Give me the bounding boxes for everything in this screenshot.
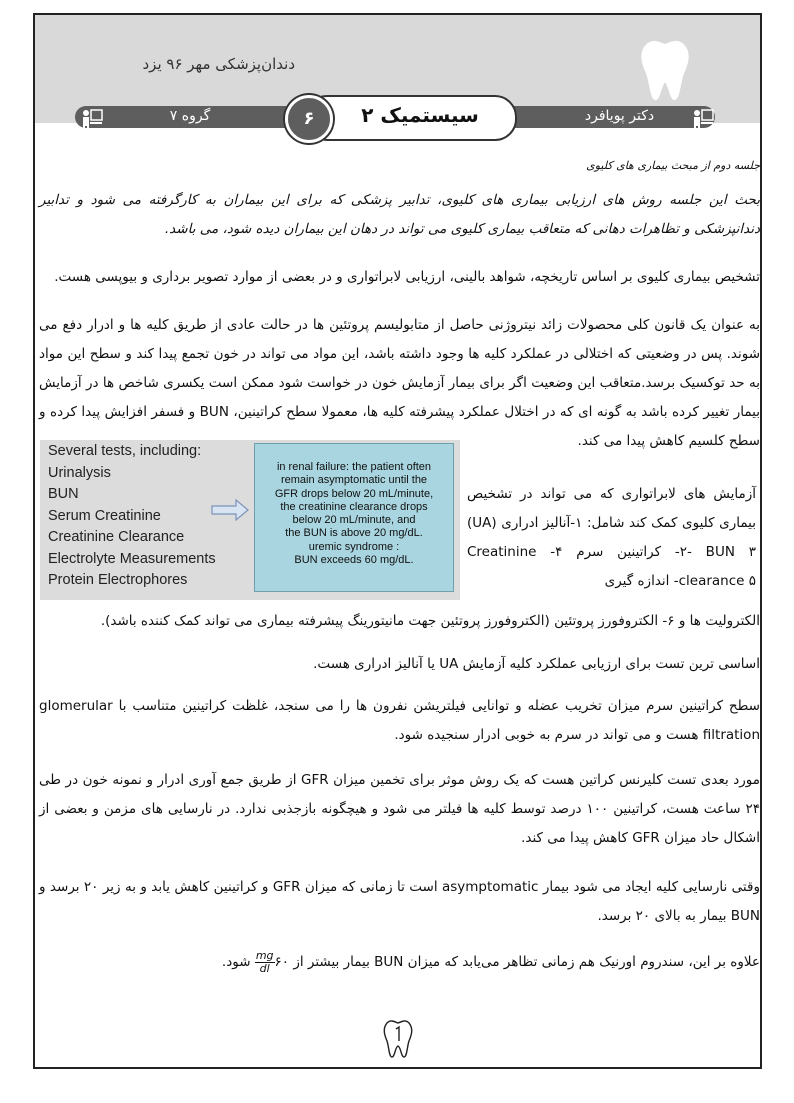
lecturer-label: دکتر پویافرد — [584, 108, 655, 124]
paragraph-electrolytes: الکترولیت ها و ۶- الکتروفورز پروتئین (الکتروفورز پروتئین جهت مانیتورینگ پیشرفته بیماری می تواند کمک کننده باشد). — [100, 613, 760, 629]
uremic-text-end: شود. — [221, 954, 255, 970]
note-line: GFR drops below 20 mL/minute, — [274, 487, 434, 500]
page-frame — [33, 13, 762, 1069]
mg-per-dl-fraction — [255, 950, 275, 975]
paragraph-text: به عنوان یک قانون کلی محصولات زائد نیتروژنی حاصل از متابولیسم پروتئین ها در حالت عادی از طریق کلیه ها و ادرار دفع می شوند. پس در وضعیتی که اختلالی در عملکرد کلیه ها وجود داشته باشد، این مواد می تواند در خون تجمع پیدا کند و سطح این مواد به حد توکسیک برسد.متعاقب این وضعیت اگر برای بیمار آزمایش خون در خواست شود ممکن است یکسری شاخص ها در آزمایش بیمار تغییر کرده باشد به گونه ای که در اختلال عملکرد پیشرفته کلیه ها، معمولا سطح کراتینین، BUN و فسفر افزایش پیدا کرده و سطح کلسیم کاهش پیدا می کند. — [39, 317, 760, 449]
session-subtitle: جلسه دوم از مبحث بیماری های کلیوی — [586, 159, 760, 172]
right-arrow-icon — [210, 498, 250, 522]
paragraph-diagnosis: تشخیص بیماری کلیوی بر اساس تاریخچه، شواهد بالینی، ارزیابی لابراتواری و در بعضی از موارد تصویر برداری و بیوپسی هست. — [54, 269, 760, 285]
tooth-icon — [382, 1019, 414, 1059]
list-item: Urinalysis — [48, 464, 111, 481]
renal-failure-note — [254, 443, 454, 592]
list-item: Serum Creatinine — [48, 507, 161, 524]
lab-tests-list — [48, 441, 216, 592]
paragraph-uremic — [39, 948, 760, 977]
list-item: Creatinine Clearance — [48, 529, 185, 545]
teacher-icon — [80, 108, 104, 130]
paragraph-asymptomatic: وقتی نارسایی کلیه ایجاد می شود بیمار asymptomatic است تا زمانی که میزان GFR و کراتینین کاهش یابد و به زیر ۲۰ برسد و BUN بیمار به بالای ۲۰ برسد. — [39, 879, 760, 924]
tooth-icon — [639, 39, 691, 101]
list-item: Protein Electrophores — [48, 572, 188, 588]
note-line: the creatinine clearance drops — [280, 500, 428, 513]
intro-paragraph: بحث این جلسه روش های ارزیابی بیماری های کلیوی، تدابیر پزشکی که برای این بیماران به کارگرفته می شود و تدابیر دندانپزشکی و تظاهرات دهانی که متعاقب بیماری کلیوی می تواند در دهان این بیماران دیده شود، می باشد. — [39, 192, 760, 237]
paragraph-creatinine: سطح کراتینین سرم میزان تخریب عضله و توانایی فیلتریشن نفرون ها را می سنجد، غلظت کراتینین متناسب با glomerular filtration هست و می تواند در سرم به خوبی ادرار سنجیده شود. — [39, 698, 760, 743]
list-item: Several tests, including: — [48, 443, 202, 459]
note-line: BUN exceeds 60 mg/dL. — [294, 554, 414, 567]
fraction-numerator: mg — [255, 948, 274, 962]
paragraph-lab-tests: آزمایش های لابراتواری که می تواند در تشخیص بیماری کلیوی کمک کند شامل: ۱-آنالیز ادراری (UA) ۲- BUN ۳- کراتینین سرم ۴- Creatinine clearance ۵- اندازه گیری — [467, 486, 756, 589]
note-line: remain asymptomatic until the — [280, 474, 428, 487]
group-label: گروه ۷ — [169, 108, 211, 124]
note-line: uremic syndrome : — [308, 540, 400, 553]
fraction-denominator: dl — [259, 961, 270, 975]
list-item: Electrolyte Measurements — [48, 550, 216, 567]
note-line: the BUN is above 20 mg/dL. — [285, 527, 423, 540]
paragraph-urinalysis: اساسی ترین تست برای ارزیابی عملکرد کلیه آزمایش UA یا آنالیز ادراری هست. — [313, 656, 760, 672]
session-number-badge: ۶ — [285, 95, 333, 143]
teacher-icon — [691, 108, 715, 130]
uremic-text: علاوه بر این، سندروم اورنیک هم زمانی تظاهر می‌یابد که میزان BUN بیمار بیشتر از ۶۰ — [274, 954, 760, 970]
paragraph-clearance: مورد بعدی تست کلیرنس کراتین هست که یک روش موثر برای تخمین میزان GFR از طریق جمع آوری ادرار و نمونه خون در طی ۲۴ ساعت هست، کراتینین ۱۰۰ درصد توسط کلیه ها فیلتر می شود و هیچگونه بازجذبی ندارد. در نارسایی های مزمن و بعضی از اشکال حاد میزان GFR کاهش پیدا می کند. — [39, 772, 760, 846]
paragraph-nitrogen-waste — [39, 311, 760, 449]
list-item: BUN — [48, 486, 79, 502]
page-title: سیستمیک ۲ — [361, 103, 479, 127]
course-label: دندان‌پزشکی مهر ۹۶ یزد — [142, 55, 295, 73]
note-line: below 20 mL/minute, and — [292, 514, 416, 527]
lab-tests-figure — [40, 440, 460, 600]
note-line: in renal failure: the patient often — [276, 461, 432, 473]
